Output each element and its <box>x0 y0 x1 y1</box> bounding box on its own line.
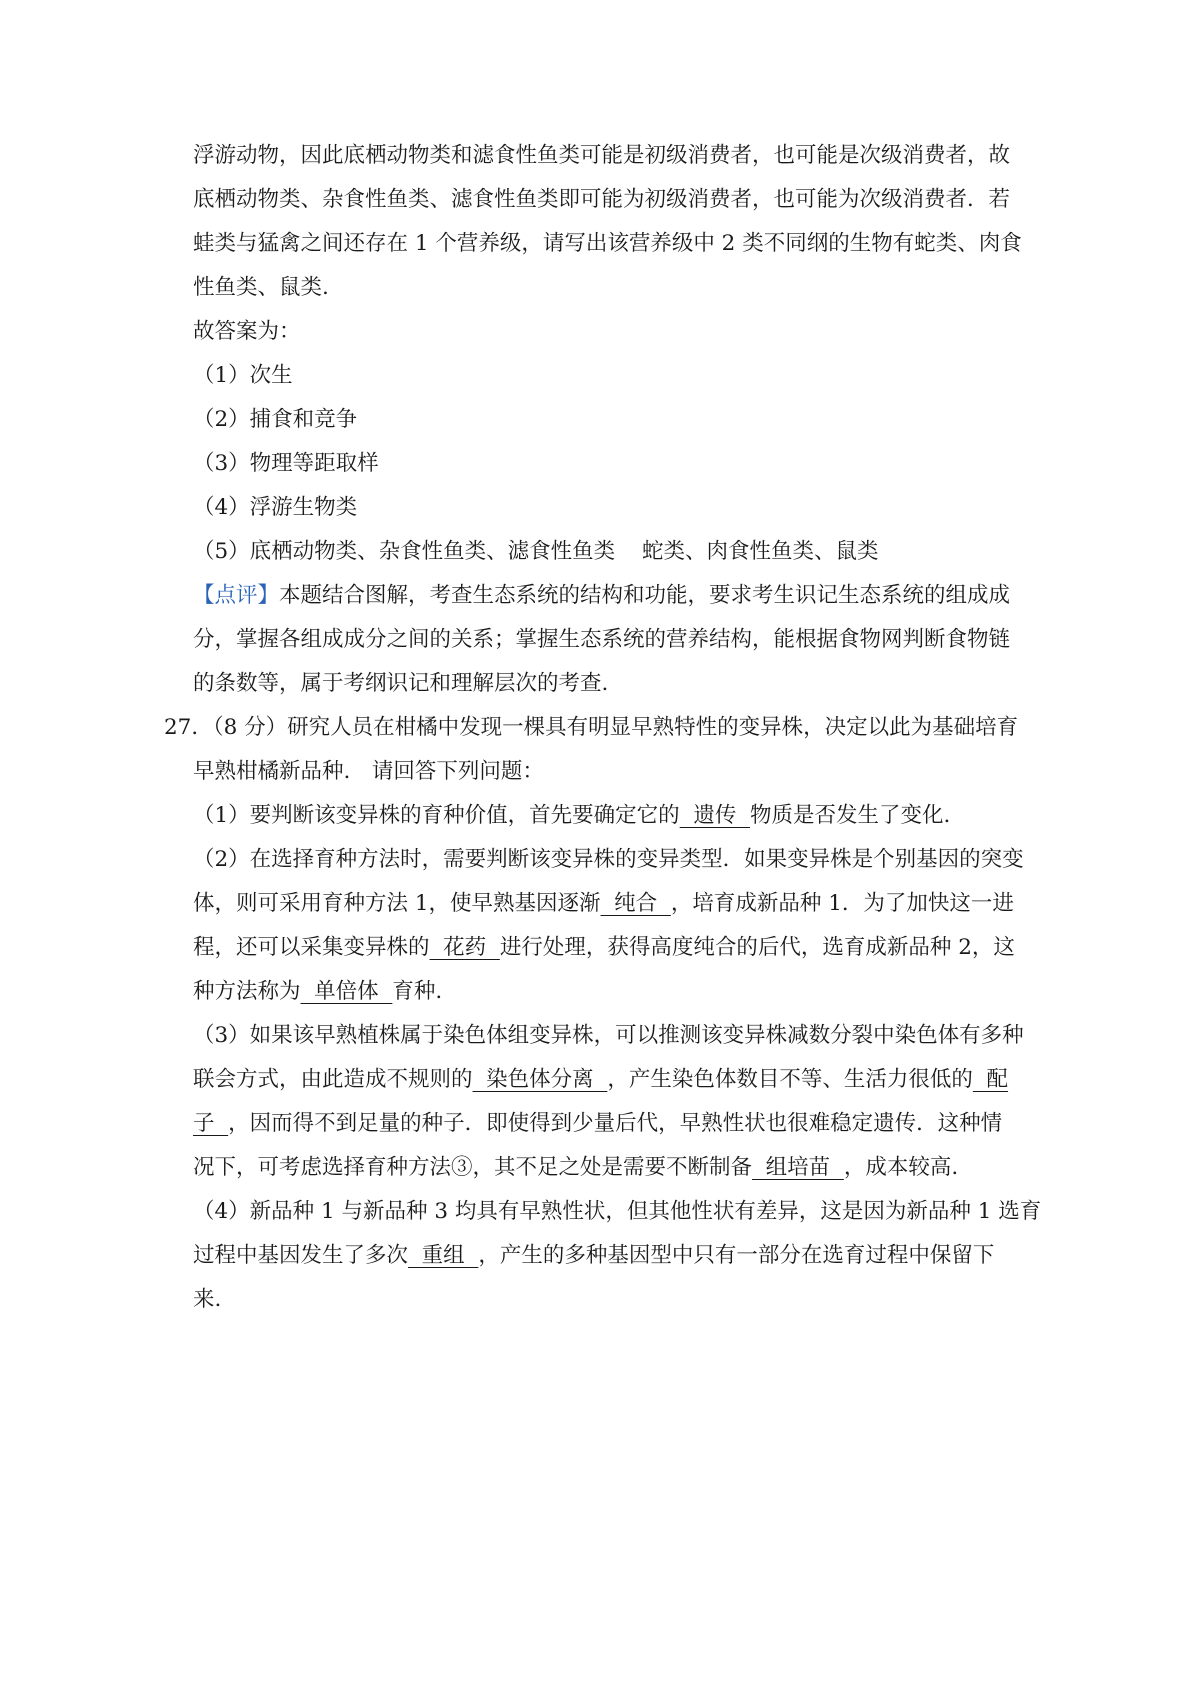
q27-part4-line-3: 来. <box>193 1287 222 1312</box>
q27-part3-text-d: 况下，可考虑选择育种方法③，其不足之处是需要不断制备 <box>193 1155 753 1180</box>
q27-part3-line-3 <box>193 1109 1002 1139</box>
answer-2: （2）捕食和竞争 <box>193 407 358 432</box>
q27-part2-answer-3: 单倍体 <box>300 979 393 1004</box>
q27-part2-answer-1: 纯合 <box>600 891 671 916</box>
q27-part4-line-1: （4）新品种 1 与新品种 3 均具有早熟性状，但其他性状有差异，这是因为新品种 1 选育 <box>193 1199 1042 1224</box>
q27-part4-text-a: 过程中基因发生了多次 <box>193 1243 409 1268</box>
q27-part2-line-4 <box>193 977 442 1007</box>
answer-1: （1）次生 <box>193 363 293 388</box>
comment-line-3: 的条数等，属于考纲识记和理解层次的考查. <box>193 671 609 696</box>
q27-part1 <box>193 801 950 831</box>
intro-line-2: 底栖动物类、杂食性鱼类、滤食性鱼类即可能为初级消费者，也可能为次级消费者．若 <box>193 187 1011 212</box>
q27-part4-answer-1: 重组 <box>408 1243 479 1268</box>
q27-part3-text-c: ，因而得不到足量的种子．即使得到少量后代，早熟性状也很难稳定遗传．这种情 <box>228 1111 1003 1136</box>
q27-part2-text-g: 育种. <box>392 979 443 1004</box>
q27-part3-text-b: ，产生染色体数目不等、生活力很低的 <box>607 1067 973 1092</box>
q27-stem-line-1: 27．（8 分）研究人员在柑橘中发现一棵具有明显早熟特性的变异株，决定以此为基础培育 <box>164 715 1019 740</box>
comment-line-2: 分，掌握各组成成分之间的关系；掌握生态系统的营养结构，能根据食物网判断食物链 <box>193 627 1011 652</box>
q27-part3-answer-3: 组培苗 <box>752 1155 844 1180</box>
q27-part2-text-d: 程，还可以采集变异株的 <box>193 935 430 960</box>
q27-part1-text-c: 物质是否发生了变化. <box>750 803 951 828</box>
answer-4: （4）浮游生物类 <box>193 495 358 520</box>
q27-stem-line-2: 早熟柑橘新品种. 请回答下列问题： <box>193 759 544 784</box>
q27-part2-text-a: 体，则可采用育种方法 1，使早熟基因逐渐 <box>193 891 601 916</box>
q27-part4-line-2 <box>193 1241 994 1271</box>
q27-part3-text-e: ，成本较高. <box>843 1155 959 1180</box>
answer-5-right: 蛇类、肉食性鱼类、鼠类 <box>642 539 879 564</box>
comment-line-1 <box>193 581 1010 611</box>
q27-part3-answer-2-end: 子 <box>193 1111 229 1136</box>
q27-part1-answer: 遗传 <box>679 803 751 828</box>
q27-part2-text-c: ，培育成新品种 1．为了加快这一进 <box>670 891 1014 916</box>
q27-part3-line-4 <box>193 1153 958 1183</box>
intro-line-3: 蛙类与猛禽之间还存在 1 个营养级，请写出该营养级中 2 类不同纲的生物有蛇类、肉食 <box>193 231 1022 256</box>
q27-part3-answer-1: 染色体分离 <box>472 1067 608 1092</box>
q27-part3-line-2 <box>193 1065 1008 1095</box>
q27-part2-text-f: 种方法称为 <box>193 979 301 1004</box>
q27-part3-answer-2-start: 配 <box>972 1067 1009 1092</box>
q27-part4-text-b: ，产生的多种基因型中只有一部分在选育过程中保留下 <box>478 1243 995 1268</box>
q27-part2-answer-2: 花药 <box>429 935 500 960</box>
q27-part3-text-a: 联会方式，由此造成不规则的 <box>193 1067 473 1092</box>
q27-part2-line-1: （2）在选择育种方法时，需要判断该变异株的变异类型．如果变异株是个别基因的突变 <box>193 847 1024 872</box>
q27-part2-text-e: 进行处理，获得高度纯合的后代，选育成新品种 2，这 <box>499 935 1015 960</box>
comment-text-1: 本题结合图解，考查生态系统的结构和功能，要求考生识记生态系统的组成成 <box>279 583 1011 608</box>
intro-line-4: 性鱼类、鼠类. <box>193 275 329 300</box>
answers-heading: 故答案为： <box>193 319 301 344</box>
q27-part2-line-2 <box>193 889 1014 919</box>
q27-part3-line-1: （3）如果该早熟植株属于染色体组变异株，可以推测该变异株减数分裂中染色体有多种 <box>193 1023 1024 1048</box>
intro-line-1: 浮游动物，因此底栖动物类和滤食性鱼类可能是初级消费者，也可能是次级消费者，故 <box>193 143 1011 168</box>
comment-tag: 【点评】 <box>193 583 280 608</box>
answer-5-left: （5）底栖动物类、杂食性鱼类、滤食性鱼类 <box>193 539 616 564</box>
answer-3: （3）物理等距取样 <box>193 451 379 476</box>
q27-part1-text-a: （1）要判断该变异株的育种价值，首先要确定它的 <box>193 803 680 828</box>
q27-part2-line-3 <box>193 933 1015 963</box>
